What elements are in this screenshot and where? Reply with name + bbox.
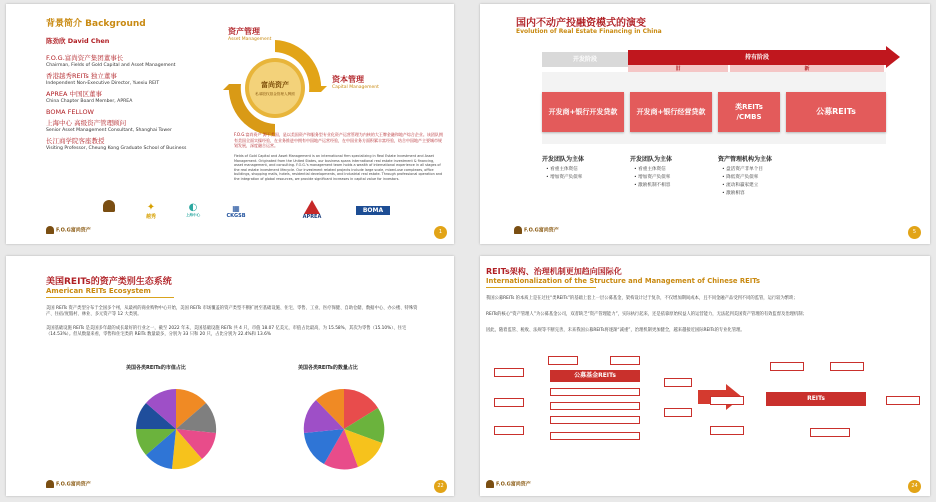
slide-title: 国内不动产投融资模式的演变: [516, 18, 646, 29]
slide-background[interactable]: [6, 256, 454, 496]
paragraph: 因此，随着监管、税收、法规等不断完善，未来我国公募REITs将逐渐“减重”，治理机制更加健全，越来越接近国际REITs的专业化管理。: [486, 328, 745, 333]
company-description-cn: F.O.G.富尚资产 源于美国，是以美国资产和服务型专业化资产运营管理为内核的大王牌金融和地产综合企业。该团队拥有美国全面实操经验，在业务推进中拥有中国地产运营经验，在中国业务方面积累丰富经验，结合中国地产主要城市规划发展，深度融合运营。: [234, 132, 443, 148]
phase-old: 旧: [628, 65, 728, 73]
person-name: 陈劲欣 David Chen: [46, 37, 110, 45]
phase-arrow-head: [886, 46, 900, 68]
pie-title: 美国各类REITs的市值占比: [126, 365, 186, 371]
diagram-node: [770, 362, 804, 371]
boma-logo: BOMA: [356, 206, 390, 215]
ckgsb-logo: ▦ CKGSB: [226, 204, 246, 219]
bio-item: 上海中心 高级资产管理顾问 Senior Asset Management Consultant, Shanghai Tower: [46, 119, 172, 133]
diagram-node: [550, 416, 640, 424]
diagram-node: [886, 396, 920, 405]
pie-title: 美国各类REITs的数量占比: [298, 365, 358, 371]
slide-background[interactable]: [480, 256, 930, 496]
diagram-node: [810, 428, 850, 437]
bio-item: APREA 中国区董事 China Chapter Board Member, APREA: [46, 90, 133, 104]
page-number: 5: [908, 226, 921, 239]
column-bullets: • 看重主体资信 • 增加资产负债率: [546, 167, 583, 180]
diagram-main-node: 公募基金REITs: [550, 370, 640, 382]
bio-item: BOMA FELLOW: [46, 108, 94, 116]
diagram-node: [550, 432, 640, 440]
diagram-node: [664, 378, 692, 387]
slide-background[interactable]: [6, 4, 454, 244]
paragraph: 美国基础设施 REITs 是美国多年最的成长最好的行业之一，截至 2022 年末，美国基础设施 REITs 共 4 只，市值 18.07 亿美元，市值占比最高，为 15.58%，其次为零售（15.10%）、住宅（14.53%）。但从数量来看，零售和住宅类的 REITs 数量最多，分别为 33 只和 20 只，占比分别为 22.4%和 13.6%: [46, 326, 407, 338]
column-title: 资产管理机构为主体: [718, 156, 773, 163]
diagram-node: [830, 362, 864, 371]
page-number: 24: [908, 480, 921, 493]
slide-title: REITs架构、治理机制更加趋向国际化: [486, 267, 622, 276]
page-number: 22: [434, 480, 447, 493]
diagram-node: [548, 356, 578, 365]
aprea-logo: APREA: [294, 200, 330, 220]
company-description-en: Fields of Gold Capital and Asset Management is an international firm specializing in Real Estate Investment and Asset Management. Originated from the United States, our business spans international real estate investment & financing, asset management, and consulting. F.O.G.'s management team holds a wealth of international experience in all stages of the real estate investment lifecycle. Our investment related projects include large scale, mixed-use complexes, office buildings, shopping malls, hotels, residential developments, and industrial real estate. Through professional operation and the integration of global resources, we provide significant increases in capital value for investors.: [234, 154, 443, 181]
slide-subtitle: American REITs Ecosystem: [46, 287, 151, 295]
diagram-node: [664, 408, 692, 417]
paragraph: 美国 REITs 资产类型分布于全国多个州，从最初的商业购物中心开始，美国 REITs 市场覆盖的资产类型不断扩展至基础设施、住宅、零售、工业、医疗保健、自助仓储、数据中心、办公楼、特殊资产、住宿/度假村、林业、多元资产等 12 大类别。: [46, 306, 418, 318]
diagram-node: [494, 426, 524, 435]
stage-box-dev-loan: 开发商+银行开发贷款: [542, 92, 624, 132]
bio-item: F.O.G.富尚资产集团董事长 Chairman, Fields of Gold Capital and Asset Management: [46, 54, 176, 68]
column-bullets: • 盘活资产非单个目 • 降低资产负债率 • 流动和赢家建立 • 激励相容: [722, 167, 763, 196]
page-number: 1: [434, 226, 447, 239]
diagram-main-node: REITs: [766, 392, 866, 406]
stage-box-op-loan: 开发商+银行经营贷款: [630, 92, 712, 132]
bio-item: 长江商学院客座教授 Visiting Professor, Cheung Kong Graduate School of Business: [46, 137, 187, 151]
partner-logos: [94, 200, 394, 224]
footer-logo: F.O.G富尚资产: [46, 480, 91, 488]
paragraph: REITs的核心“资产管理人”为公募基金公司，双者缺乏“资产管理能力”，实际执行起来，还是依靠原始权益人的运营能力，无法起到美国资产管理的有效监督及治理机制；: [486, 312, 807, 317]
yuexiu-logo: ✦ 越秀: [145, 202, 156, 220]
column-title: 开发团队为主体: [630, 156, 673, 163]
fog-logo: [94, 200, 124, 212]
cycle-label-capital: 资本管理 Capital Management: [332, 75, 379, 90]
phase-development: 开发阶段: [542, 52, 628, 67]
diagram-node: [494, 398, 524, 407]
slide-subtitle: Internationalization of the Structure and Management of Chinese REITs: [486, 277, 761, 285]
column-title: 开发团队为主体: [542, 156, 585, 163]
phase-holding: 持有阶段: [628, 50, 886, 65]
footer-logo: F.O.G富尚资产: [514, 226, 559, 234]
title-underline: [486, 287, 596, 288]
bio-item: 香港越秀REITs 独立董事 Independent Non-Executive Director, Yuexiu REIT: [46, 72, 160, 86]
slide-title: 美国REITs的资产类别生态系统: [46, 277, 172, 287]
diagram-node: [610, 356, 640, 365]
shanghai-tower-logo: ◐ 上海中心: [185, 202, 201, 217]
diagram-node: [550, 388, 640, 396]
paragraph: 我国公募REITs 的本质上是在过往“类REITs”的基础上套上一层公募基金，架构设计过于复杂，不仅增加期间成本，且不同金融产品受到不同的监管，运行较为繁琐；: [486, 296, 798, 301]
title-underline: [46, 297, 174, 298]
pie-chart-market-value: [106, 374, 246, 484]
bio-list: [46, 54, 216, 152]
slide-subtitle: Evolution of Real Estate Financing in China: [516, 28, 662, 35]
footer-logo: F.O.G富尚资产: [486, 480, 531, 488]
diagram-node: [494, 368, 524, 377]
diagram-node: [550, 402, 640, 410]
stage-box-public-reits: 公募REITs: [786, 92, 886, 132]
phase-new: 新: [730, 65, 884, 73]
cycle-center: 富尚资产 私募股权基金管理人牌照: [255, 81, 295, 96]
column-bullets: • 看重主体资信 • 增加资产负债率 • 激励机制不相容: [634, 167, 671, 188]
slide-background[interactable]: [480, 4, 930, 244]
cycle-label-asset: 资产管理 Asset Management: [228, 27, 272, 42]
slide-title: 背景简介 Background: [46, 19, 146, 29]
stage-box-cmbs: 类REITs /CMBS: [718, 92, 780, 132]
diagram-node: [710, 396, 744, 405]
pie-chart-count: [274, 374, 414, 484]
footer-logo: F.O.G富尚资产: [46, 226, 91, 234]
diagram-node: [710, 426, 744, 435]
